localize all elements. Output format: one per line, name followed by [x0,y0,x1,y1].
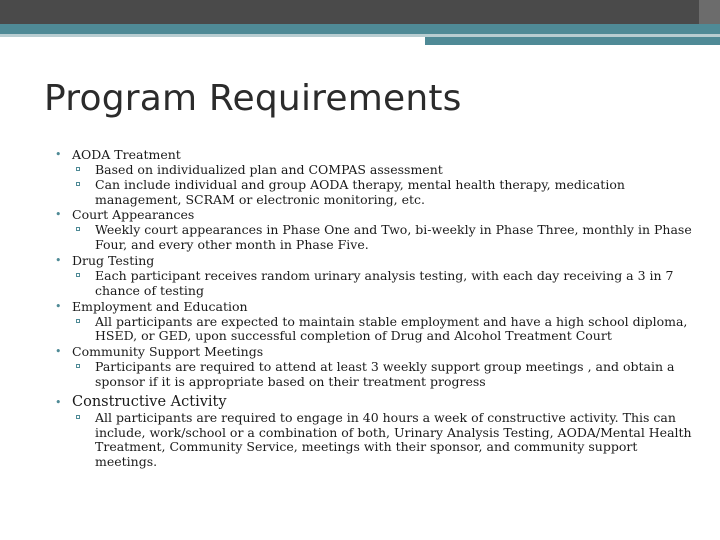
sub-list-item-text: All participants are expected to maintain stable employment and have a high school diploma, HSED, or GED, upon successful completion of Drug and Alcohol Treatment Court [95,313,688,344]
square-bullet-icon [76,227,80,231]
list-item [55,253,695,269]
list-item-label: Drug Testing [72,252,155,268]
bullet-icon: • [55,395,62,409]
list-item-label: Employment and Education [72,298,248,314]
sub-list-item [72,178,695,208]
list-item [55,147,695,163]
sub-list-item-text: Weekly court appearances in Phase One and Two, bi-weekly in Phase Three, monthly in Phase Four, and every other month in Phase Five. [95,222,692,253]
sub-list-item-text: Based on individualized plan and COMPAS assessment [95,162,443,177]
list-item [55,299,695,315]
square-bullet-icon [76,415,80,419]
bullet-icon: • [55,299,62,313]
square-bullet-icon [76,167,80,171]
square-bullet-icon [76,319,80,323]
sub-list-item-text: Each participant receives random urinary analysis testing, with each day receiving a 3 in 7 chance of testing [95,267,674,298]
sub-list-item-text: Participants are required to attend at least 3 weekly support group meetings , and obtain a sponsor if it is appropriate based on their treatment progress [95,359,675,389]
square-bullet-icon [76,182,80,186]
list-item [55,344,695,360]
bullet-icon: • [55,208,62,222]
header-teal-band [0,24,720,34]
list-item [55,393,695,411]
header-dark-band [0,0,720,24]
sub-list-item [72,360,695,390]
header-accent-bar [425,37,720,45]
square-bullet-icon [76,273,80,277]
sub-list-item [72,163,695,178]
list-item-label: Constructive Activity [72,393,227,410]
bullet-icon: • [55,345,62,359]
sub-list-item-text: Can include individual and group AODA therapy, mental health therapy, medication management, SCRAM or electronic monitoring, etc. [95,176,625,207]
sub-list-item-text: All participants are required to engage in 40 hours a week of constructive activity. This can include, work/school or a combination of both, Urinary Analysis Testing, AODA/Mental Health Treatment, Community Service, meetings with their sponsor, and community support meetings. [95,409,692,470]
sub-list-item [72,223,695,253]
list-item-label: Court Appearances [72,207,195,223]
sub-list-item [72,269,695,299]
header-corner-block [699,0,720,24]
bullet-icon: • [55,148,62,161]
sub-list-item [72,315,695,345]
sub-list-item [72,411,695,470]
list-item [55,207,695,223]
list-item-label: AODA Treatment [72,147,181,162]
bullet-icon: • [55,253,62,267]
slide-title: Program Requirements [44,78,462,119]
list-item-label: Community Support Meetings [72,344,264,360]
bullet-list [55,147,695,470]
square-bullet-icon [76,364,80,368]
